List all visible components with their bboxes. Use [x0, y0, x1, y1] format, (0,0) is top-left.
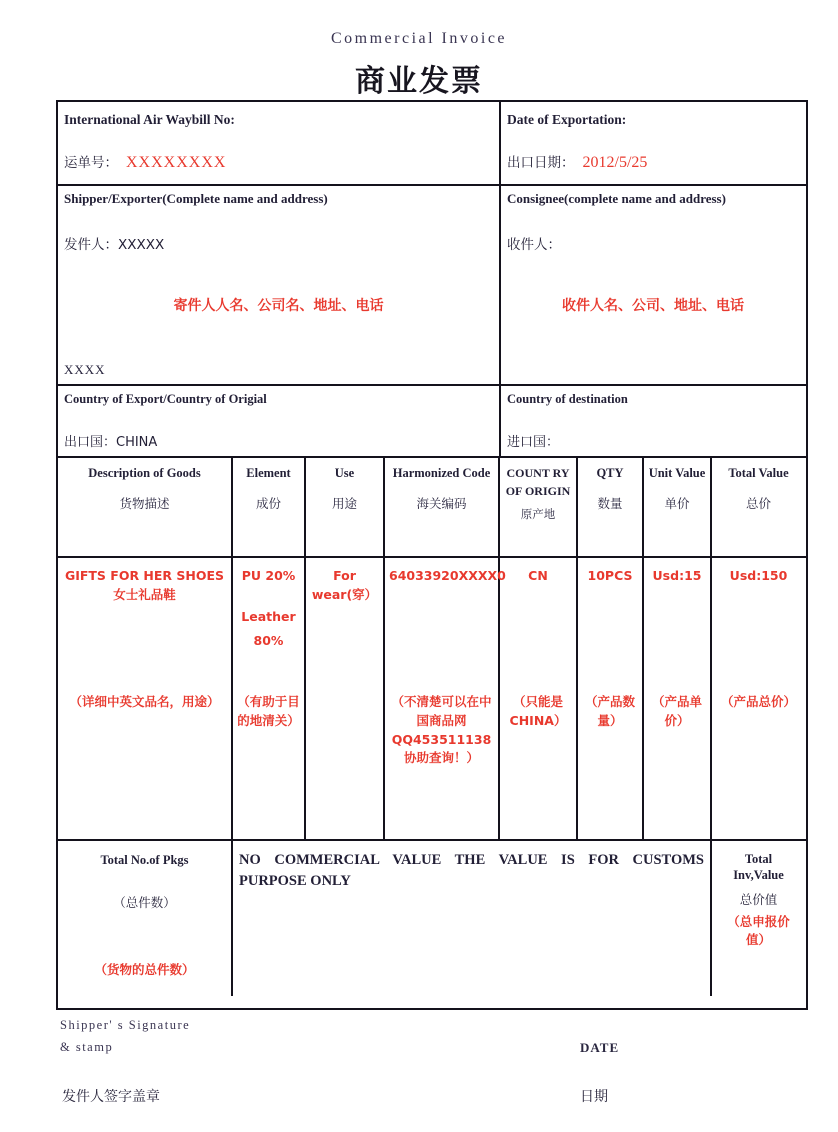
waybill-label-cn: 运单号： [64, 155, 118, 172]
column-header-total-value-zh: 总价 [745, 496, 771, 511]
shipper-footer: XXXX [64, 362, 106, 377]
value-use: For wear(穿） [311, 568, 378, 603]
column-header-origin-zh: 原产地 [520, 507, 556, 521]
customs-statement-cell [233, 841, 712, 996]
total-packages-label-en: Total No.of Pkgs [100, 853, 189, 867]
note-element: （有助于目的地清关） [237, 694, 300, 728]
value-element-2: Leather [241, 609, 296, 625]
waybill-label-en: International Air Waybill No: [64, 112, 235, 127]
column-header-element [233, 458, 306, 556]
value-origin: CN [528, 568, 548, 583]
column-header-hs-code [385, 458, 500, 556]
column-header-element-en: Element [246, 466, 291, 480]
country-export-label-en: Country of Export/Country of Origial [64, 392, 267, 406]
document-title-cn: 商业发票 [355, 65, 483, 98]
column-header-element-zh: 成份 [255, 496, 281, 511]
column-header-description [58, 458, 233, 556]
signature-date-label-en: DATE [580, 1040, 620, 1055]
consignee-label-cn: 收件人： [507, 237, 561, 253]
value-element-1: PU 20% [241, 568, 296, 583]
total-invoice-label-en-1: Total [744, 852, 773, 866]
cell-qty [578, 558, 644, 839]
country-export-label-cn: 出口国：CHINA [64, 435, 158, 450]
signature-label-en-2: & stamp [60, 1040, 114, 1054]
parties-row [58, 186, 806, 386]
column-header-hs-code-zh: 海关编码 [416, 496, 467, 511]
cell-total-value [712, 558, 805, 839]
column-header-unit-value-zh: 单价 [664, 496, 690, 511]
value-qty: 10PCS [587, 568, 633, 583]
column-header-origin [500, 458, 578, 556]
note-unit-value: （产品单价） [651, 694, 702, 728]
country-export-cell [58, 386, 501, 456]
total-invoice-label-cn: 总价值 [739, 891, 778, 907]
totals-row [58, 841, 806, 996]
export-date-label-en: Date of Exportation: [507, 112, 627, 127]
column-header-total-value-en: Total Value [728, 466, 789, 480]
cell-unit-value [644, 558, 712, 839]
value-element-3: 80% [253, 632, 284, 648]
note-total-value: （产品总价） [720, 694, 796, 709]
country-destination-label-cn: 进口国： [507, 435, 560, 450]
countries-row [58, 386, 806, 458]
note-hs-code: （不清楚可以在中国商品网QQ453511138协助查询！） [391, 694, 492, 766]
column-header-use-en: Use [334, 466, 355, 480]
value-hs-code: 64033920XXXX0 [389, 568, 506, 583]
shipper-label-en: Shipper/Exporter(Complete name and address) [64, 191, 328, 206]
goods-data-row [58, 558, 806, 841]
column-header-use-zh: 用途 [331, 496, 357, 511]
export-date-cell [501, 102, 805, 184]
total-invoice-value-cell [712, 841, 805, 996]
column-header-origin-en: COUNT RY OF ORIGIN [505, 466, 571, 498]
country-destination-label-en: Country of destination [507, 392, 628, 406]
cell-use [306, 558, 385, 839]
shipper-cell [58, 186, 501, 384]
cell-description [58, 558, 233, 839]
export-date-value: 2012/5/25 [582, 154, 648, 172]
column-header-hs-code-en: Harmonized Code [392, 466, 491, 480]
cell-origin [500, 558, 578, 839]
column-header-use [306, 458, 385, 556]
consignee-hint: 收件人名、公司、地址、电话 [562, 298, 744, 314]
cell-element [233, 558, 306, 839]
total-packages-note: （货物的总件数） [94, 962, 195, 977]
consignee-cell [501, 186, 805, 384]
waybill-cell [58, 102, 501, 184]
total-invoice-label-en-2: Inv,Value [733, 868, 784, 883]
column-header-qty-en: QTY [596, 466, 624, 480]
waybill-value: XXXXXXXX [126, 154, 227, 172]
customs-statement-line-1: NO COMMERCIAL VALUE THE VALUE IS FOR CUSTOMS [239, 852, 704, 868]
column-header-total-value [712, 458, 805, 556]
document-title-en: Commercial Invoice [330, 30, 508, 47]
total-invoice-note: （总申报价值） [727, 913, 790, 947]
note-origin: （只能是CHINA） [509, 694, 567, 728]
value-description: GIFTS FOR HER SHOES 女士礼品鞋 [64, 568, 225, 603]
goods-header-row [58, 458, 806, 558]
column-header-qty [578, 458, 644, 556]
signature-label-en-1: Shipper' s Signature [60, 1018, 191, 1032]
invoice-frame [56, 100, 808, 1010]
column-header-description-zh: 货物描述 [119, 496, 170, 511]
column-header-unit-value [644, 458, 712, 556]
consignee-label-en: Consignee(complete name and address) [507, 191, 726, 206]
column-header-unit-value-en: Unit Value [648, 466, 706, 480]
column-header-qty-zh: 数量 [597, 496, 623, 511]
country-destination-cell [501, 386, 805, 456]
customs-statement-line-2: PURPOSE ONLY [239, 873, 351, 890]
signature-date-label-cn: 日期 [580, 1089, 608, 1105]
value-total-value: Usd:150 [729, 568, 788, 583]
shipper-hint: 寄件人人名、公司名、地址、电话 [173, 298, 384, 314]
signature-block [56, 1014, 808, 1114]
note-qty: （产品数量） [584, 694, 635, 728]
signature-label-cn: 发件人签字盖章 [62, 1089, 160, 1105]
cell-hs-code [385, 558, 506, 839]
value-unit-value: Usd:15 [652, 568, 702, 583]
column-header-description-en: Description of Goods [88, 466, 201, 480]
header-row [58, 102, 806, 186]
total-packages-label-cn: （总件数） [113, 895, 176, 910]
note-description: （详细中英文品名，用途） [69, 694, 220, 709]
shipper-label-cn: 发件人：XXXXX [64, 237, 165, 253]
export-date-label-cn: 出口日期： [507, 155, 575, 172]
total-packages-cell [58, 841, 233, 996]
